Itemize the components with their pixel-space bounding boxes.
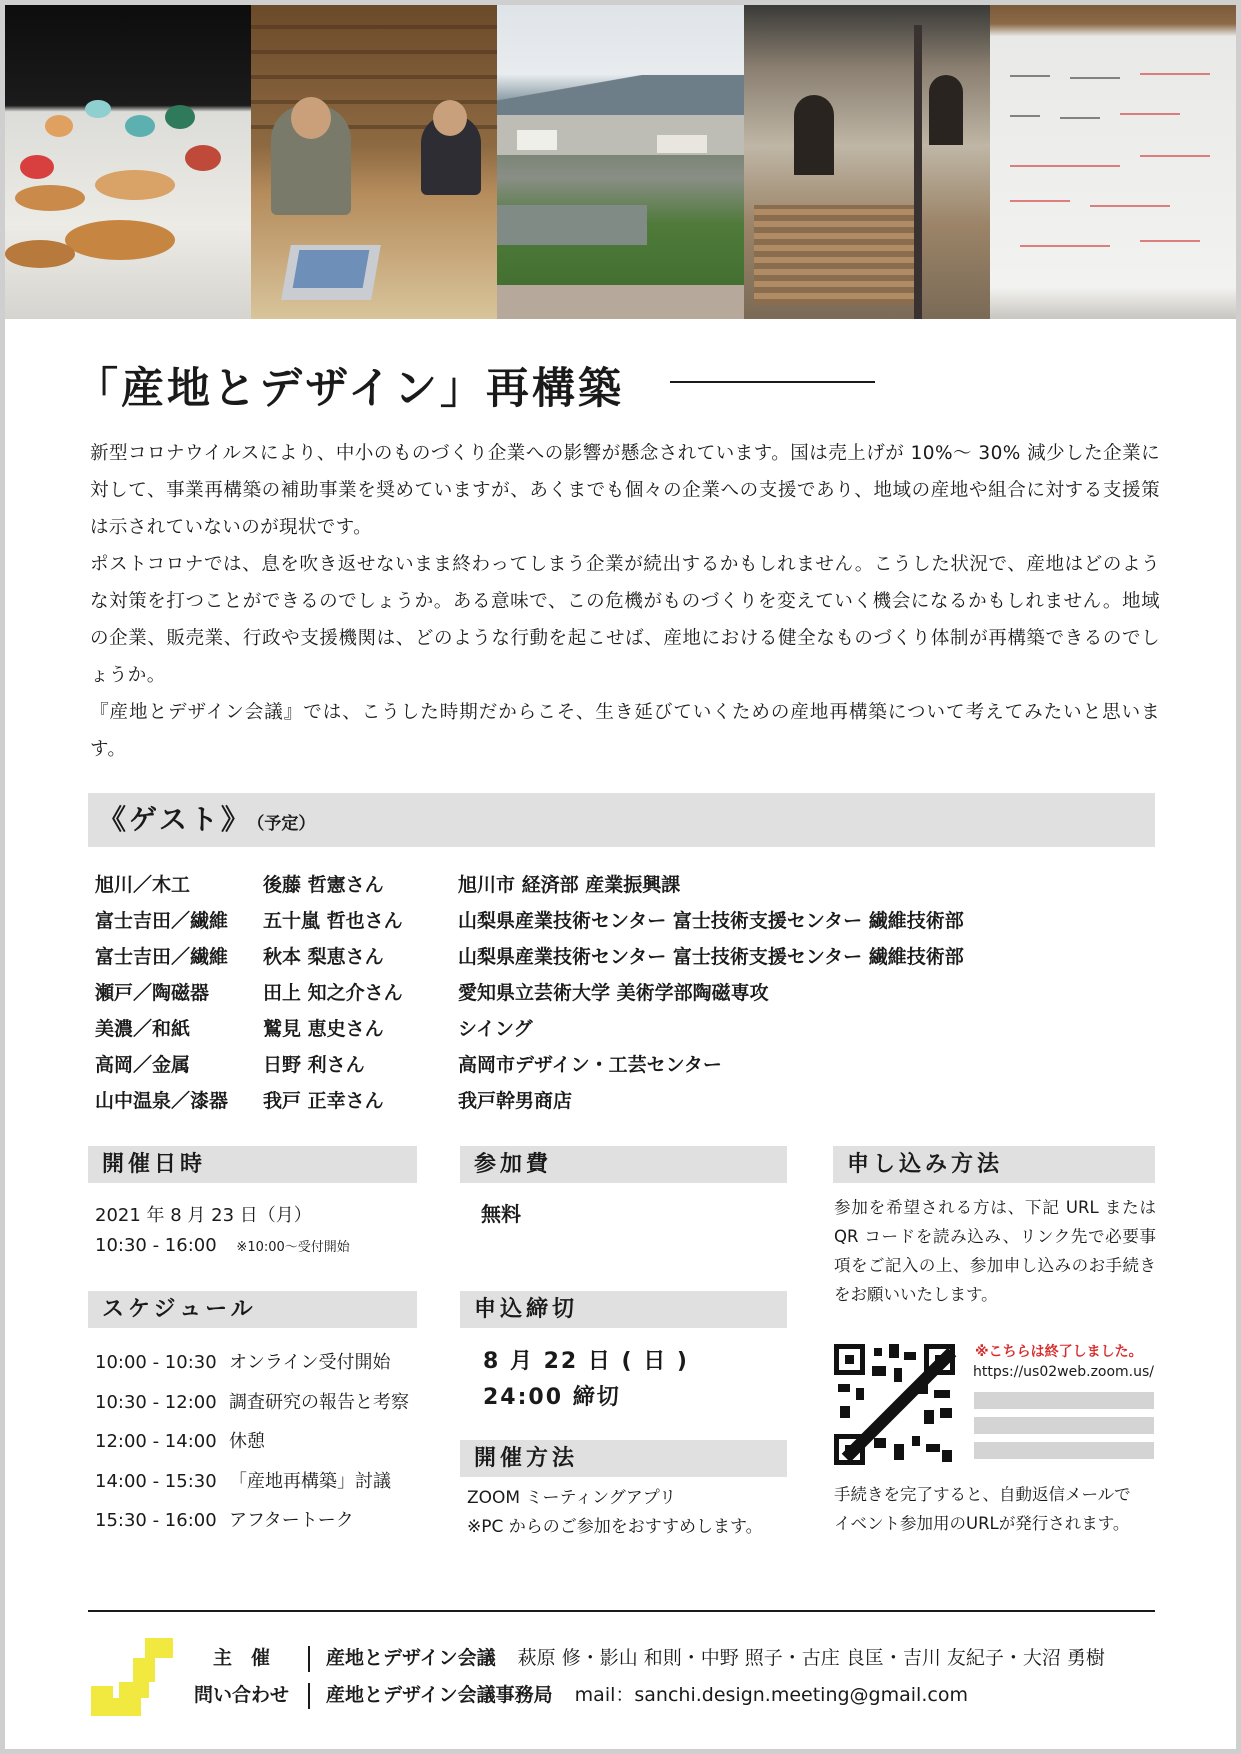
guest-row <box>95 903 1058 939</box>
intro-text <box>90 435 1160 768</box>
contact-org: 産地とデザイン会議事務局 <box>326 1684 553 1706</box>
schedule-time: 14:00 - 15:30 <box>95 1470 217 1492</box>
intro-paragraph-1: 新型コロナウイルスにより、中小のものづくり企業への影響が懸念されています。国は売上げが 10%～ 30% 減少した企業に対して、事業再構築の補助事業を奨めていますが、あくまでも個々の企業への支援であり、地域の産地や組合に対する支援策は示されていないのが現状です。 <box>90 443 1160 538</box>
guest-region: 瀬戸／陶磁器 <box>95 982 210 1004</box>
guest-row <box>95 975 1058 1011</box>
guest-org: 旭川市 経済部 産業振興課 <box>458 874 681 896</box>
schedule-desc: アフタートーク <box>229 1510 354 1531</box>
event-time: 10:30 - 16:00 <box>95 1235 217 1256</box>
guest-title: 《ゲスト》 <box>98 803 252 836</box>
footer-separator <box>308 1683 310 1709</box>
apply-text: 参加を希望される方は、下記 URL または QR コードを読み込み、リンク先で必要事項をご記入の上、参加申し込みのお手続きをお願いいたします。 <box>834 1198 1156 1304</box>
fee-value: 無料 <box>481 1202 521 1226</box>
date-header: 開催日時 <box>88 1146 417 1183</box>
intro-paragraph-2: ポストコロナでは、息を吹き返せないまま終わってしまう企業が続出するかもしれません。こうした状況で、産地はどのような対策を打つことができるのでしょうか。ある意味で、この危機がものづくりを変えていく機会になるかもしれません。地域の企業、販売業、行政や支援機関は、どのような行動を起こせば、産地における健全なものづくり体制が再構築できるのでしょうか。 <box>90 554 1160 686</box>
reception-note: ※10:00～受付開始 <box>236 1240 350 1255</box>
schedule-time: 15:30 - 16:00 <box>95 1510 217 1531</box>
guest-name: 秋本 梨恵さん <box>263 946 384 968</box>
after-line-2: イベント参加用のURLが発行されます。 <box>834 1514 1130 1533</box>
guest-region: 富士吉田／繊維 <box>95 910 229 932</box>
apply-url[interactable]: https://us02web.zoom.us/ <box>973 1364 1155 1380</box>
guest-list <box>95 867 1058 1119</box>
guest-name: 鷲見 恵史さん <box>263 1018 384 1040</box>
schedule-desc: オンライン受付開始 <box>229 1352 391 1373</box>
method-note: ※PC からのご参加をおすすめします。 <box>467 1517 763 1537</box>
guest-header <box>88 793 1155 847</box>
footer-separator <box>308 1646 310 1672</box>
photo-whiteboard <box>990 5 1236 319</box>
schedule-desc: 「産地再構築」討議 <box>229 1470 391 1492</box>
schedule-desc: 休憩 <box>229 1431 265 1452</box>
guest-row <box>95 939 1058 975</box>
schedule-list <box>95 1343 409 1541</box>
guest-row <box>95 867 1058 903</box>
redacted-bar <box>974 1392 1154 1409</box>
host-label: 主 催 <box>212 1647 270 1669</box>
deadline-header: 申込締切 <box>460 1291 787 1328</box>
guest-org: 高岡市デザイン・工芸センター <box>458 1054 722 1076</box>
footer-rule <box>88 1610 1155 1612</box>
host-row <box>189 1643 1105 1672</box>
guest-org: 山梨県産業技術センター 富士技術支援センター 繊維技術部 <box>458 946 964 968</box>
guest-row <box>95 1047 1058 1083</box>
guest-org: 愛知県立芸術大学 美術学部陶磁専攻 <box>458 982 769 1004</box>
deadline-time: 24:00 締切 <box>483 1385 621 1410</box>
guest-region: 美濃／和紙 <box>95 1018 191 1040</box>
guest-org: 我戸幹男商店 <box>458 1090 573 1112</box>
method-header: 開催方法 <box>460 1440 787 1477</box>
event-time-row <box>95 1235 350 1256</box>
guest-name: 五十嵐 哲也さん <box>263 910 403 932</box>
guest-row <box>95 1011 1058 1047</box>
guest-name: 我戸 正幸さん <box>263 1090 384 1112</box>
guest-region: 山中温泉／漆器 <box>95 1090 229 1112</box>
guest-region: 高岡／金属 <box>95 1054 191 1076</box>
guest-name: 日野 利さん <box>263 1054 365 1076</box>
guest-row <box>95 1083 1058 1119</box>
deadline-date: 8 月 22 日 ( 日 ) <box>483 1349 689 1374</box>
photo-kiln <box>744 5 990 319</box>
guest-name: 後藤 哲憲さん <box>263 874 384 896</box>
schedule-item <box>95 1383 409 1423</box>
title-rule <box>670 381 875 383</box>
guest-region: 富士吉田／繊維 <box>95 946 229 968</box>
closed-notice: ※こちらは終了しました。 <box>975 1344 1143 1360</box>
contact-row <box>189 1680 968 1709</box>
guest-org: 山梨県産業技術センター 富士技術支援センター 繊維技術部 <box>458 910 964 932</box>
schedule-time: 12:00 - 14:00 <box>95 1431 217 1452</box>
schedule-item <box>95 1462 409 1502</box>
photo-meeting <box>251 5 497 319</box>
guest-org: シイング <box>458 1018 533 1040</box>
guest-region: 旭川／木工 <box>95 874 191 896</box>
qr-code[interactable] <box>834 1344 955 1465</box>
schedule-desc: 調査研究の報告と考察 <box>229 1391 409 1413</box>
fee-header: 参加費 <box>460 1146 787 1183</box>
host-members: 萩原 修・影山 和則・中野 照子・古庄 良匡・吉川 友紀子・大沼 勇樹 <box>517 1647 1105 1669</box>
organizer-logo <box>91 1638 173 1716</box>
schedule-time: 10:30 - 12:00 <box>95 1391 217 1413</box>
page-title: 「産地とデザイン」再構築 <box>75 364 624 414</box>
host-org: 産地とデザイン会議 <box>326 1647 496 1669</box>
event-date: 2021 年 8 月 23 日（月） <box>95 1205 312 1226</box>
schedule-item <box>95 1501 409 1541</box>
guest-subtitle: （予定） <box>255 814 316 834</box>
contact-label: 問い合わせ <box>193 1684 289 1706</box>
after-line-1: 手続きを完了すると、自動返信メールで <box>834 1485 1131 1504</box>
contact-mail[interactable]: mail：sanchi.design.meeting@gmail.com <box>574 1684 968 1706</box>
after-apply-note <box>834 1480 1164 1538</box>
schedule-time: 10:00 - 10:30 <box>95 1352 217 1373</box>
schedule-item <box>95 1422 409 1462</box>
guest-name: 田上 知之介さん <box>263 982 403 1004</box>
redacted-bar <box>974 1417 1154 1434</box>
photo-strip <box>5 5 1236 319</box>
apply-header: 申し込み方法 <box>833 1146 1155 1183</box>
redacted-bar <box>974 1442 1154 1459</box>
photo-town-landscape <box>497 5 743 319</box>
photo-wooden-bowls <box>5 5 251 319</box>
intro-paragraph-3: 『産地とデザイン会議』では、こうした時期だからこそ、生き延びていくための産地再構築について考えてみたいと思います。 <box>90 702 1160 760</box>
schedule-header: スケジュール <box>88 1291 417 1328</box>
schedule-item <box>95 1343 409 1383</box>
method-app: ZOOM ミーティングアプリ <box>467 1488 677 1508</box>
